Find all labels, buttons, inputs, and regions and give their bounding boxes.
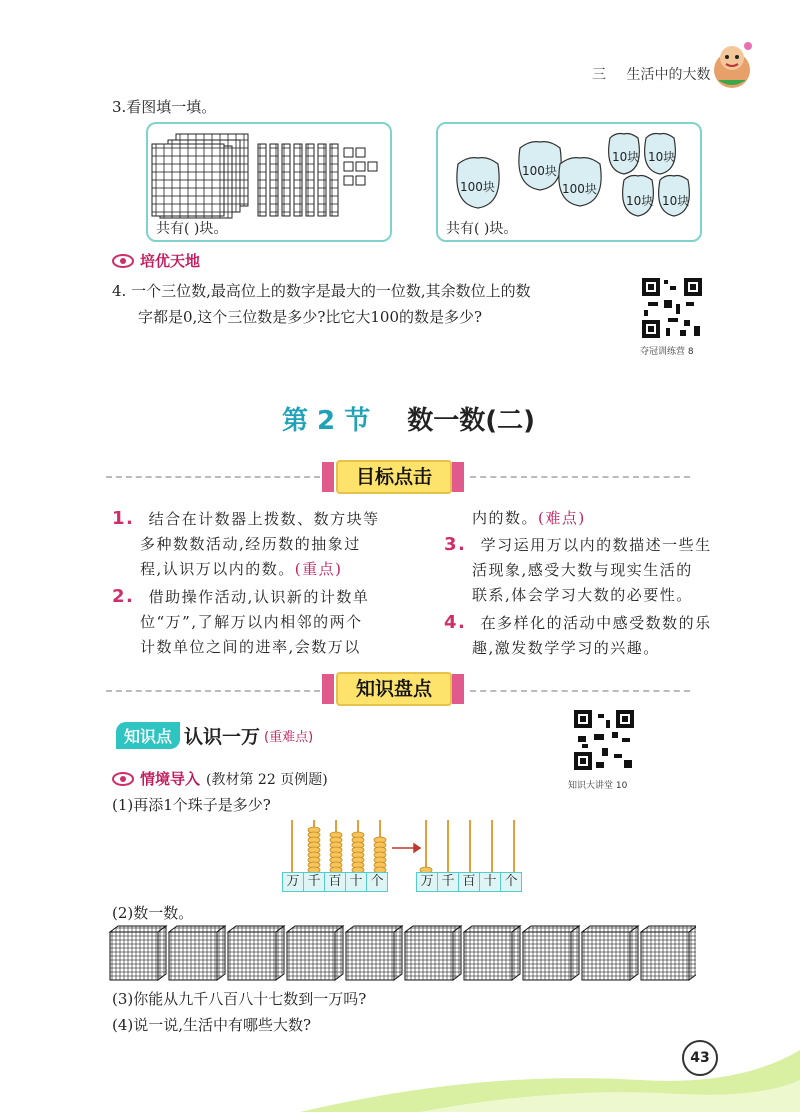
bag-label-10: 10块: [648, 150, 676, 164]
knowledge-point-title: 认识一万: [184, 726, 261, 748]
goal-tag: (重点): [294, 560, 343, 578]
extension-tag-label: 培优天地: [140, 252, 201, 270]
goal-text: 内的数。: [472, 509, 539, 527]
bag-label-10: 10块: [662, 194, 690, 208]
left-answer-blank[interactable]: 共有( )块。: [156, 221, 228, 237]
knowledge-point-label: 知识点: [116, 722, 180, 749]
thousand-cube: [110, 926, 166, 980]
abacus-label: 千: [437, 872, 459, 892]
chapter-title: 生活中的大数: [626, 67, 711, 83]
goal-4: [444, 610, 744, 661]
money-bags-figure: [438, 124, 700, 220]
eye-icon: [112, 254, 134, 268]
divider: [470, 690, 690, 692]
goals-banner: 目标点击: [336, 460, 452, 494]
thousand-cubes-row: [104, 924, 696, 982]
knowledge-banner: 知识盘点: [336, 672, 452, 706]
goal-text: 在多样化的活动中感受数数的乐: [480, 614, 712, 632]
question-4-line-1: 4. 一个三位数,最高位上的数字是最大的一位数,其余数位上的数: [112, 282, 531, 300]
blocks-figure-left: [146, 122, 392, 242]
intro-tag: [112, 768, 328, 789]
banner-deco: [452, 674, 464, 704]
goal-text: 活现象,感受大数与现实生活的: [472, 561, 693, 579]
abacus-label: 十: [345, 872, 367, 892]
mascot-icon: [710, 40, 756, 90]
bag-label-100: 100块: [562, 182, 597, 196]
goal-text: 学习运用万以内的数描述一些生: [480, 536, 712, 554]
section-number: 第 2 节: [282, 406, 371, 436]
qr-caption: 夺冠训练营 8: [640, 347, 694, 357]
banner-deco: [452, 462, 464, 492]
abacus-figure: [280, 816, 530, 880]
section-heading: [282, 400, 535, 437]
goal-tag: (难点): [538, 509, 586, 527]
knowledge-point-heading: [116, 722, 313, 749]
intro-reference: (教材第 22 页例题): [206, 771, 328, 788]
goal-number: 2.: [112, 586, 135, 607]
divider: [106, 476, 320, 478]
qr-code-icon[interactable]: [640, 276, 704, 340]
qr-caption: 知识大讲堂 10: [568, 781, 628, 791]
goal-2: [112, 584, 412, 660]
abacus-labels-left: [282, 872, 387, 892]
extension-tag: [112, 250, 200, 271]
page-number: 43: [682, 1040, 718, 1076]
intro-tag-label: 情境导入: [140, 770, 201, 788]
goal-1: [112, 506, 412, 582]
goal-text: 程,认识万以内的数。: [140, 560, 295, 578]
eye-icon: [112, 772, 134, 786]
bag-label-100: 100块: [522, 164, 557, 178]
right-answer-blank[interactable]: 共有( )块。: [446, 221, 518, 237]
goal-text: 结合在计数器上拨数、数方块等: [148, 510, 380, 528]
qr-code-icon[interactable]: [572, 708, 636, 772]
abacus-labels-right: [416, 872, 521, 892]
goal-text: 借助操作活动,认识新的计数单: [148, 588, 370, 606]
goal-number: 4.: [444, 612, 467, 633]
goal-text: 计数单位之间的进率,会数万以: [140, 638, 361, 656]
abacus-label: 千: [303, 872, 325, 892]
bags-figure-right: [436, 122, 702, 242]
banner-deco: [322, 462, 334, 492]
question-1: (1)再添1个珠子是多少?: [112, 796, 271, 814]
divider: [106, 690, 320, 692]
question-4: [112, 278, 632, 330]
chapter-number: 三: [592, 67, 606, 83]
goal-text: 多种数数活动,经历数的抽象过: [140, 535, 361, 553]
goal-2-cont: [472, 506, 752, 531]
goal-text: 位“万”,了解万以内相邻的两个: [140, 613, 363, 631]
abacus-label: 个: [366, 872, 388, 892]
running-header: [592, 64, 710, 84]
abacus-label: 万: [282, 872, 304, 892]
goal-text: 联系,体会学习大数的必要性。: [472, 586, 693, 604]
question-2: (2)数一数。: [112, 904, 194, 922]
section-title: 数一数(二): [407, 406, 536, 436]
divider: [470, 476, 690, 478]
goal-number: 3.: [444, 534, 467, 555]
abacus-label: 万: [416, 872, 438, 892]
banner-deco: [322, 674, 334, 704]
goal-text: 趣,激发数学学习的兴趣。: [472, 639, 660, 657]
question-4b: (4)说一说,生活中有哪些大数?: [112, 1016, 312, 1034]
exercise-3-label: 3.看图填一填。: [112, 98, 217, 116]
knowledge-point-tag: (重难点): [264, 730, 314, 745]
abacus-label: 十: [479, 872, 501, 892]
bag-label-10: 10块: [626, 194, 654, 208]
question-3: (3)你能从九千八百八十七数到一万吗?: [112, 990, 367, 1008]
goal-3: [444, 532, 744, 608]
abacus-label: 百: [324, 872, 346, 892]
footer-wave: [300, 1030, 800, 1112]
abacus-label: 个: [500, 872, 522, 892]
bag-label-10: 10块: [612, 150, 640, 164]
goal-number: 1.: [112, 508, 135, 529]
bag-label-100: 100块: [460, 180, 495, 194]
question-4-line-2: 字都是0,这个三位数是多少?比它大100的数是多少?: [138, 308, 483, 326]
abacus-label: 百: [458, 872, 480, 892]
